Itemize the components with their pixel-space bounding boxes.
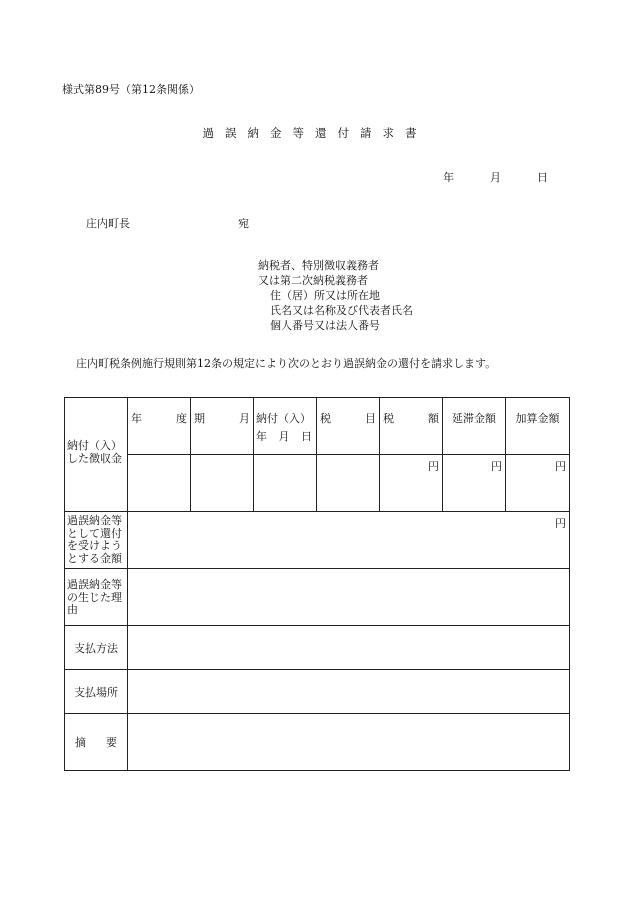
payment-method-field[interactable] (128, 626, 570, 670)
date-month-label: 月 (490, 171, 501, 184)
refund-table (64, 397, 570, 771)
header-payment-date: 納付（入） 年 月 日 (254, 398, 317, 455)
yen-unit: 円 (555, 517, 566, 530)
request-statement: 庄内町税条例施行規則第12条の規定により次のとおり過誤納金の還付を請求します。 (76, 357, 497, 370)
cell-tax-amount[interactable] (380, 455, 443, 512)
summary-label: 摘 要 (65, 714, 128, 771)
applicant-block (258, 258, 413, 333)
reason-label: 過誤納金等の生じた理由 (65, 569, 128, 626)
applicant-line2: 又は第二次納税義務者 (258, 274, 368, 287)
summary-field[interactable] (128, 714, 570, 771)
paid-amount-label: 納付（入）した徴収金 (65, 398, 128, 512)
cell-additional[interactable] (506, 455, 570, 512)
yen-unit: 円 (428, 460, 439, 473)
header-delinquency: 延滞金額 (443, 398, 506, 455)
refund-amount-label: 過誤納金等として還付を受けようとする金額 (65, 512, 128, 569)
form-number: 様式第89号（第12条関係） (62, 83, 200, 96)
applicant-line1: 納税者、特別徴収義務者 (258, 259, 379, 272)
applicant-address-label: 住（居）所又は所在地 (270, 289, 380, 302)
yen-unit: 円 (555, 460, 566, 473)
addressee-suffix: 宛 (238, 217, 249, 230)
header-additional: 加算金額 (506, 398, 570, 455)
refund-amount-field[interactable] (128, 512, 570, 569)
cell-year[interactable] (128, 455, 191, 512)
cell-tax-item[interactable] (317, 455, 380, 512)
header-period: 期 月 (191, 398, 254, 455)
date-year-label: 年 (443, 171, 454, 184)
addressee-name: 庄内町長 (86, 217, 130, 230)
date-day-label: 日 (537, 171, 548, 184)
header-tax-item: 税 目 (317, 398, 380, 455)
yen-unit: 円 (491, 460, 502, 473)
payment-method-label: 支払方法 (65, 626, 128, 670)
payment-place-label: 支払場所 (65, 670, 128, 714)
header-year: 年 度 (128, 398, 191, 455)
cell-period[interactable] (191, 455, 254, 512)
header-tax-amount: 税 額 (380, 398, 443, 455)
payment-place-field[interactable] (128, 670, 570, 714)
applicant-number-label: 個人番号又は法人番号 (270, 319, 380, 332)
page-title: 過誤納金等還付請求書 (202, 126, 428, 140)
cell-delinquency[interactable] (443, 455, 506, 512)
reason-field[interactable] (128, 569, 570, 626)
applicant-name-label: 氏名又は名称及び代表者氏名 (270, 304, 413, 317)
cell-payment-date[interactable] (254, 455, 317, 512)
